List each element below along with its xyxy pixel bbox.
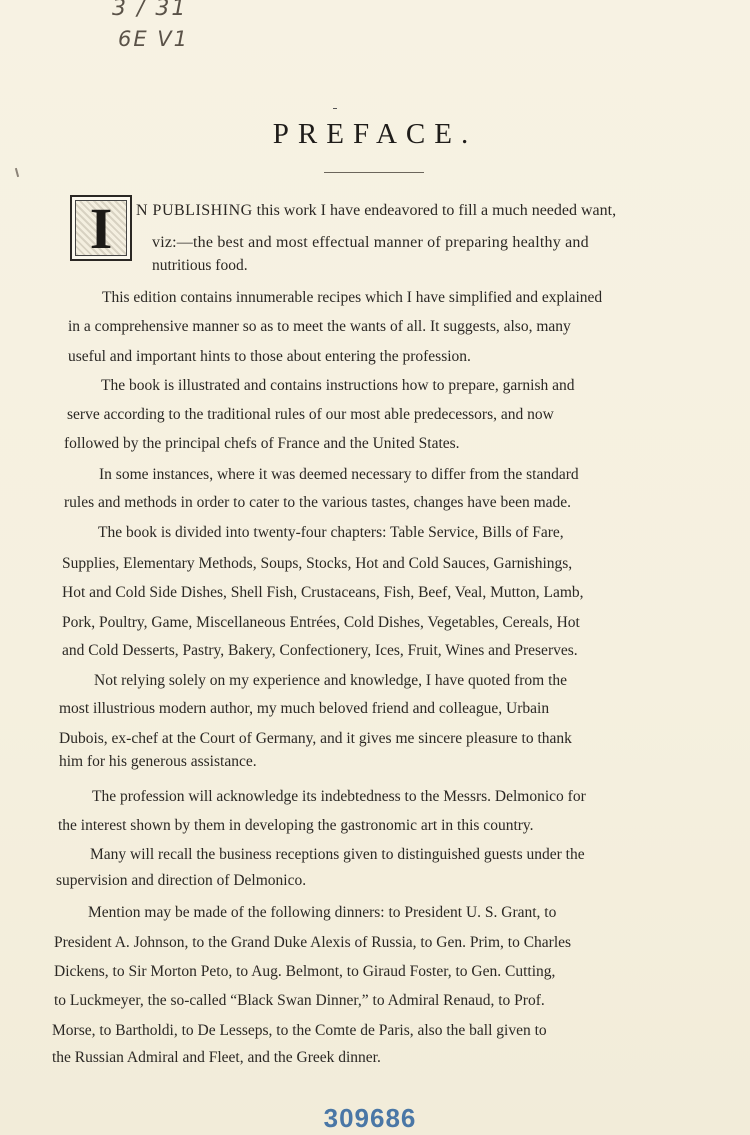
text-line: The book is divided into twenty-four chapters: Table Service, Bills of Fare, xyxy=(98,524,564,541)
text-line: nutritious food. xyxy=(152,257,248,274)
text-line: Mention may be made of the following dinners: to President U. S. Grant, to xyxy=(88,904,557,921)
opening-words: N PUBLISHING xyxy=(136,202,253,219)
text-line xyxy=(136,201,616,221)
text-line: him for his generous assistance. xyxy=(59,753,257,770)
handwritten-note-line1: 3 / 31 xyxy=(112,0,188,21)
text-line: Dickens, to Sir Morton Peto, to Aug. Belmont, to Giraud Foster, to Gen. Cutting, xyxy=(54,963,556,980)
text-line: Not relying solely on my experience and knowledge, I have quoted from the xyxy=(94,672,568,689)
text-line: Pork, Poultry, Game, Miscellaneous Entrées, Cold Dishes, Vegetables, Cereals, Hot xyxy=(62,614,580,631)
handwritten-note-line2: 6E V1 xyxy=(118,27,190,51)
text-line: useful and important hints to those about entering the profession. xyxy=(68,348,471,365)
page-title: PREFACE. xyxy=(272,118,478,150)
text-line: In some instances, where it was deemed necessary to differ from the standard xyxy=(99,466,579,483)
text-line: to Luckmeyer, the so-called “Black Swan Dinner,” to Admiral Renaud, to Prof. xyxy=(54,992,545,1009)
text-line: supervision and direction of Delmonico. xyxy=(56,872,307,889)
text-line: the Russian Admiral and Fleet, and the Greek dinner. xyxy=(52,1049,381,1066)
drop-cap-letter: I xyxy=(89,196,113,261)
text-line: Dubois, ex-chef at the Court of Germany, and it gives me sincere pleasure to thank xyxy=(59,730,572,747)
text-line: This edition contains innumerable recipes which I have simplified and explained xyxy=(102,289,603,306)
handwritten-note xyxy=(112,0,189,54)
text-line: President A. Johnson, to the Grand Duke Alexis of Russia, to Gen. Prim, to Charles xyxy=(54,934,572,951)
text-line: Morse, to Bartholdi, to De Lesseps, to the Comte de Paris, also the ball given to xyxy=(52,1022,547,1039)
text-line: most illustrious modern author, my much beloved friend and colleague, Urbain xyxy=(59,700,550,717)
text-line: Many will recall the business receptions given to distinguished guests under the xyxy=(90,846,585,863)
text-line: followed by the principal chefs of France and the United States. xyxy=(64,435,460,452)
title-rule xyxy=(324,172,424,173)
text-line: viz:—the best and most effectual manner of preparing healthy and xyxy=(152,234,589,251)
text-line: Hot and Cold Side Dishes, Shell Fish, Crustaceans, Fish, Beef, Veal, Mutton, Lamb, xyxy=(62,584,584,601)
text-line: The profession will acknowledge its indebtedness to the Messrs. Delmonico for xyxy=(92,788,586,805)
margin-mark xyxy=(15,168,19,177)
ink-speck xyxy=(333,108,337,109)
text-line: Supplies, Elementary Methods, Soups, Stocks, Hot and Cold Sauces, Garnishings, xyxy=(62,555,573,572)
text-line: serve according to the traditional rules of our most able predecessors, and now xyxy=(67,406,554,423)
decorative-drop-cap xyxy=(70,195,132,261)
text-line: rules and methods in order to cater to the various tastes, changes have been made. xyxy=(64,494,572,511)
text-line: The book is illustrated and contains instructions how to prepare, garnish and xyxy=(101,377,575,394)
library-stamp-number: 309686 xyxy=(323,1103,417,1133)
text-line: the interest shown by them in developing the gastronomic art in this country. xyxy=(58,817,534,834)
text-line: and Cold Desserts, Pastry, Bakery, Confectionery, Ices, Fruit, Wines and Preserves. xyxy=(62,642,578,659)
opening-line-rest: this work I have endeavored to fill a much needed want, xyxy=(252,202,617,219)
text-line: in a comprehensive manner so as to meet the wants of all. It suggests, also, many xyxy=(68,318,571,335)
